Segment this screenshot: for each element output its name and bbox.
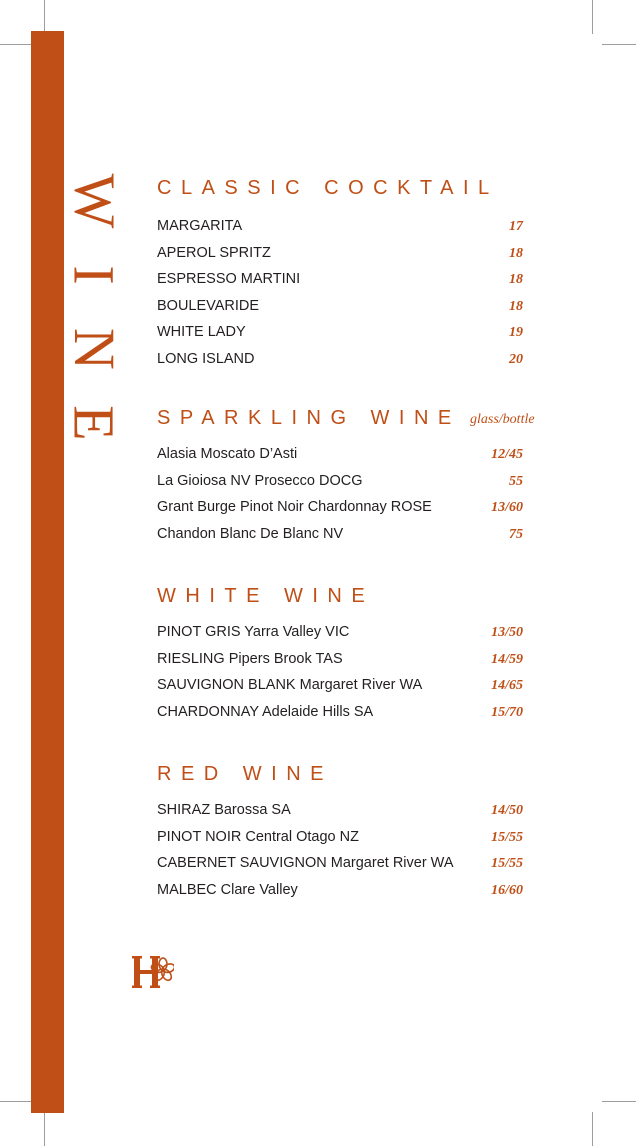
crop-mark xyxy=(602,1101,636,1102)
item-name: SHIRAZ Barossa SA xyxy=(157,802,291,818)
item-price: 20 xyxy=(509,351,523,367)
section-sparkling-wine xyxy=(157,406,557,550)
crop-mark xyxy=(592,0,593,34)
price-unit-note: glass/bottle xyxy=(470,412,535,427)
item-price: 12/45 xyxy=(491,447,523,462)
item-name: LONG ISLAND xyxy=(157,350,255,367)
item-name: PINOT GRIS Yarra Valley VIC xyxy=(157,624,350,640)
item-name: CABERNET SAUVIGNON Margaret River WA xyxy=(157,855,454,872)
list-item xyxy=(157,497,557,524)
crop-mark xyxy=(44,0,45,34)
list-item xyxy=(157,675,557,702)
list-item xyxy=(157,322,557,349)
item-price: 18 xyxy=(509,245,523,261)
item-price: 15/70 xyxy=(491,704,523,720)
section-title: WHITE WINE xyxy=(157,585,375,607)
list-item xyxy=(157,880,557,907)
crop-mark xyxy=(602,44,636,45)
side-title-letter: I xyxy=(61,265,127,285)
crop-mark xyxy=(0,1101,34,1102)
list-item xyxy=(157,853,557,880)
item-name: BOULEVARIDE xyxy=(157,297,260,314)
item-price: 14/65 xyxy=(491,678,523,694)
list-item xyxy=(157,349,557,376)
section-red-wine xyxy=(157,762,557,906)
section-white-wine xyxy=(157,584,557,728)
item-name: CHARDONNAY Adelaide Hills SA xyxy=(157,703,374,720)
crop-mark xyxy=(0,44,34,45)
item-list xyxy=(157,216,557,376)
item-name: WHITE LADY xyxy=(157,324,246,341)
item-name: RIESLING Pipers Brook TAS xyxy=(157,650,343,667)
side-title-letter: W xyxy=(62,173,127,229)
section-title: RED WINE xyxy=(157,763,333,785)
item-name: Alasia Moscato D’Asti xyxy=(157,446,298,462)
item-name: ESPRESSO MARTINI xyxy=(157,271,301,288)
item-price: 14/59 xyxy=(491,651,523,667)
item-price: 75 xyxy=(509,526,523,542)
item-price: 17 xyxy=(509,219,523,234)
item-name: Chandon Blanc De Blanc NV xyxy=(157,525,344,542)
list-item xyxy=(157,243,557,270)
list-item xyxy=(157,269,557,296)
crop-mark xyxy=(44,1112,45,1146)
list-item xyxy=(157,702,557,729)
item-price: 15/55 xyxy=(491,829,523,845)
h-flower-logo-icon xyxy=(132,952,174,992)
side-title-letter: N xyxy=(61,328,127,370)
item-price: 13/60 xyxy=(491,500,523,516)
item-name: La Gioiosa NV Prosecco DOCG xyxy=(157,472,363,489)
item-price: 18 xyxy=(509,272,523,288)
list-item xyxy=(157,827,557,854)
crop-mark xyxy=(592,1112,593,1146)
list-item xyxy=(157,622,557,649)
item-name: MALBEC Clare Valley xyxy=(157,881,298,898)
side-title xyxy=(58,164,127,464)
side-title-letter: E xyxy=(62,405,127,441)
list-item xyxy=(157,444,557,471)
item-list xyxy=(157,444,557,550)
list-item xyxy=(157,649,557,676)
item-price: 15/55 xyxy=(491,856,523,872)
item-price: 18 xyxy=(509,298,523,314)
item-name: SAUVIGNON BLANK Margaret River WA xyxy=(157,677,423,694)
section-classic-cocktail xyxy=(157,176,557,376)
section-title: SPARKLING WINE xyxy=(157,407,461,429)
item-list xyxy=(157,800,557,906)
item-price: 16/60 xyxy=(491,882,523,898)
item-name: APEROL SPRITZ xyxy=(157,244,271,261)
item-price: 19 xyxy=(509,325,523,341)
item-name: MARGARITA xyxy=(157,218,243,234)
item-price: 13/50 xyxy=(491,625,523,640)
list-item xyxy=(157,524,557,551)
item-list xyxy=(157,622,557,728)
item-price: 55 xyxy=(509,473,523,489)
section-title: CLASSIC COCKTAIL xyxy=(157,177,499,199)
item-name: PINOT NOIR Central Otago NZ xyxy=(157,828,359,845)
list-item xyxy=(157,296,557,323)
item-name: Grant Burge Pinot Noir Chardonnay ROSE xyxy=(157,499,432,516)
item-price: 14/50 xyxy=(491,803,523,818)
list-item xyxy=(157,471,557,498)
list-item xyxy=(157,800,557,827)
list-item xyxy=(157,216,557,243)
